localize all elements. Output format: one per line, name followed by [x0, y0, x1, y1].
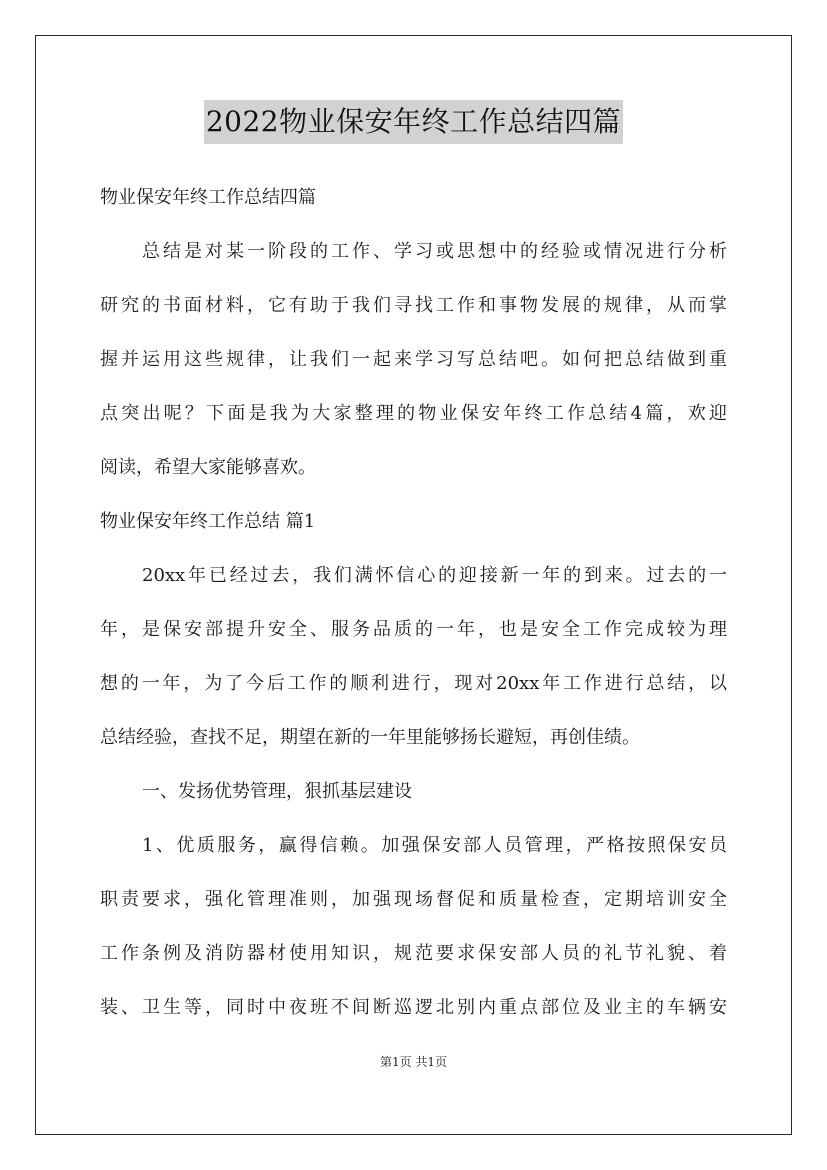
- paragraph-line: 工作条例及消防器材使用知识，规范要求保安部人员的礼节礼貌、着: [100, 943, 727, 964]
- sub-heading: 一、发扬优势管理，狠抓基层建设: [142, 781, 412, 802]
- subtitle-line: 物业保安年终工作总结四篇: [100, 187, 316, 208]
- paragraph-line: 20xx年已经过去，我们满怀信心的迎接新一年的到来。过去的一: [142, 565, 727, 586]
- paragraph-line: 研究的书面材料，它有助于我们寻找工作和事物发展的规律，从而掌: [100, 295, 727, 316]
- document-body: [100, 171, 727, 1035]
- page-number-footer: 第1页 共1页: [379, 1055, 448, 1069]
- paragraph-line: 1、优质服务，赢得信赖。加强保安部人员管理，严格按照保安员: [142, 835, 727, 856]
- paragraph-line: 总结是对某一阶段的工作、学习或思想中的经验或情况进行分析: [142, 241, 727, 262]
- paragraph-line: 握并运用这些规律，让我们一起来学习写总结吧。如何把总结做到重: [100, 349, 727, 370]
- section-heading: 物业保安年终工作总结 篇1: [100, 511, 316, 532]
- paragraph-line: 总结经验，查找不足，期望在新的一年里能够扬长避短，再创佳绩。: [100, 727, 640, 748]
- paragraph-line: 点突出呢？下面是我为大家整理的物业保安年终工作总结4篇，欢迎: [100, 403, 727, 424]
- document-title: 2022物业保安年终工作总结四篇: [204, 100, 623, 144]
- paragraph-line: 阅读，希望大家能够喜欢。: [100, 457, 316, 478]
- paragraph-line: 想的一年，为了今后工作的顺利进行，现对20xx年工作进行总结，以: [100, 673, 727, 694]
- paragraph-line: 装、卫生等，同时中夜班不间断巡逻北别内重点部位及业主的车辆安: [100, 997, 727, 1018]
- paragraph-line: 职责要求，强化管理准则，加强现场督促和质量检查，定期培训安全: [100, 889, 727, 910]
- paragraph-line: 年，是保安部提升安全、服务品质的一年，也是安全工作完成较为理: [100, 619, 727, 640]
- title-container: [0, 100, 827, 144]
